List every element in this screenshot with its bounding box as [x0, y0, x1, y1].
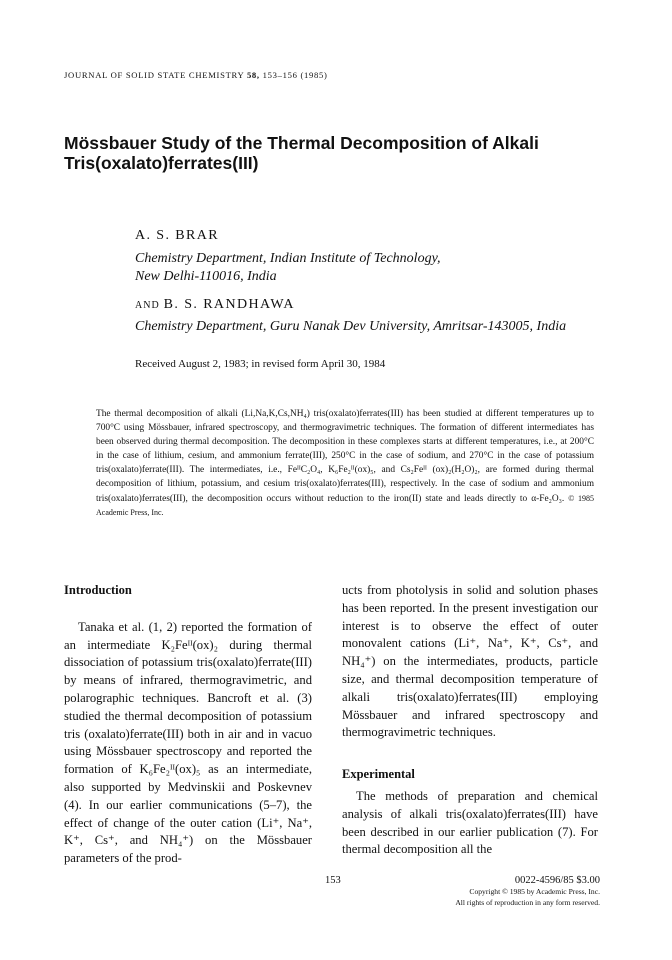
journal-header [64, 70, 328, 80]
abstract-text: The thermal decomposition of alkali (Li,Na,K,Cs,NH₄) tris(oxalato)ferrates(III) has been studied at different temperatures up to 700°C using Mössbauer, infrared spectroscopy, and thermogravimetric techniques. The formation of different intermediates has been observed during thermal decomposition. The decomposition in these complexes starts at different temperatures, i.e., at 200°C in the case of lithium, cesium, and ammonium ferrate(III), 250°C in the case of sodium, and 270°C in the case of potassium tris(oxalato)ferrate(III). The intermediates, i.e., FeᴵᴵC₂O₄, K₆Fe₂ᴵᴵ(ox)₅, and Cs₂Feᴵᴵ (ox)₂(H₂O)₂, are formed during thermal decomposition of lithium, potassium, and cesium tris(oxalato)ferrates(III), respectively. In the case of sodium and ammonium tris(oxalato)ferrates(III), the decomposition occurs without reduction to the iron(II) state and leads directly to α-Fe₂O₃. [96, 409, 594, 504]
author-2-affiliation: Chemistry Department, Guru Nanak Dev University, Amritsar-143005, India [135, 319, 567, 334]
introduction-heading: Introduction [64, 583, 132, 597]
introduction-paragraph: Tanaka et al. (1, 2) reported the formation of an intermediate K₂Feᴵᴵ(ox)₂ during thermal dissociation of potassium tris(oxalato)ferrate(III) by means of infrared, thermogravimetric, and polarographic techniques. Bancroft et al. (3) studied the thermal decomposition of potassium tris (oxalato)ferrate(III) both in air and in vacuo using Mössbauer spectroscopy and reported the formation of K₆Fe₂ᴵᴵ(ox)₅ as an intermediate, also supported by Medvinskii and Poskevnev (4). In our earlier communications (5–7), the effect of change of the outer cation (Li⁺, Na⁺, K⁺, Cs⁺, and NH₄⁺) on the Mössbauer parameters of the prod- [64, 619, 312, 866]
affiliation-1-line-2: New Delhi-110016, India [135, 269, 277, 284]
title-line-2: Tris(oxalato)ferrates(III) [64, 153, 259, 173]
introduction-continued: ucts from photolysis in solid and solution phases has been reported. In the present investigation our interest is to observe the effect of outer monovalent cations (Li⁺, Na⁺, K⁺, Cs⁺, and NH₄⁺) on the intermediates, products, particle size, and thermal decomposition temperature of alkali tris(oxalato)ferrates(III) employing Mössbauer and infrared spectroscopy and thermogravimetric techniques. [342, 583, 598, 740]
and-word: AND [135, 300, 160, 311]
issn-price: 0022-4596/85 $3.00 [514, 875, 600, 886]
experimental-paragraph: The methods of preparation and chemical analysis of alkali tris(oxalato)ferrates(III) have been described in our earlier publication (7). For thermal decomposition all the [342, 788, 598, 857]
copyright-line: Copyright © 1985 by Academic Press, Inc. [469, 887, 600, 896]
author-2-name: B. S. RANDHAWA [163, 297, 295, 312]
rights-line: All rights of reproduction in any form reserved. [455, 898, 600, 907]
received-date: Received August 2, 1983; in revised form April 30, 1984 [135, 358, 386, 370]
right-column [342, 582, 598, 859]
author-2-line [135, 295, 295, 313]
copyright-footer [455, 875, 600, 908]
abstract-copyright: © 1985 Academic Press, Inc. [96, 493, 594, 517]
title-line-1: Mössbauer Study of the Thermal Decomposition of Alkali [64, 133, 539, 153]
journal-volume: 58, [246, 70, 260, 80]
author-1-affiliation [135, 250, 441, 286]
paper-title [64, 133, 604, 173]
experimental-heading: Experimental [342, 767, 415, 782]
abstract [96, 407, 594, 520]
affiliation-1-line-1: Chemistry Department, Indian Institute of Technology, [135, 251, 441, 266]
journal-name: JOURNAL OF SOLID STATE CHEMISTRY [64, 70, 245, 80]
page-number: 153 [325, 875, 341, 886]
author-1-name: A. S. BRAR [135, 228, 220, 243]
journal-pages-year: 153–156 (1985) [262, 70, 328, 80]
left-column [64, 582, 312, 868]
